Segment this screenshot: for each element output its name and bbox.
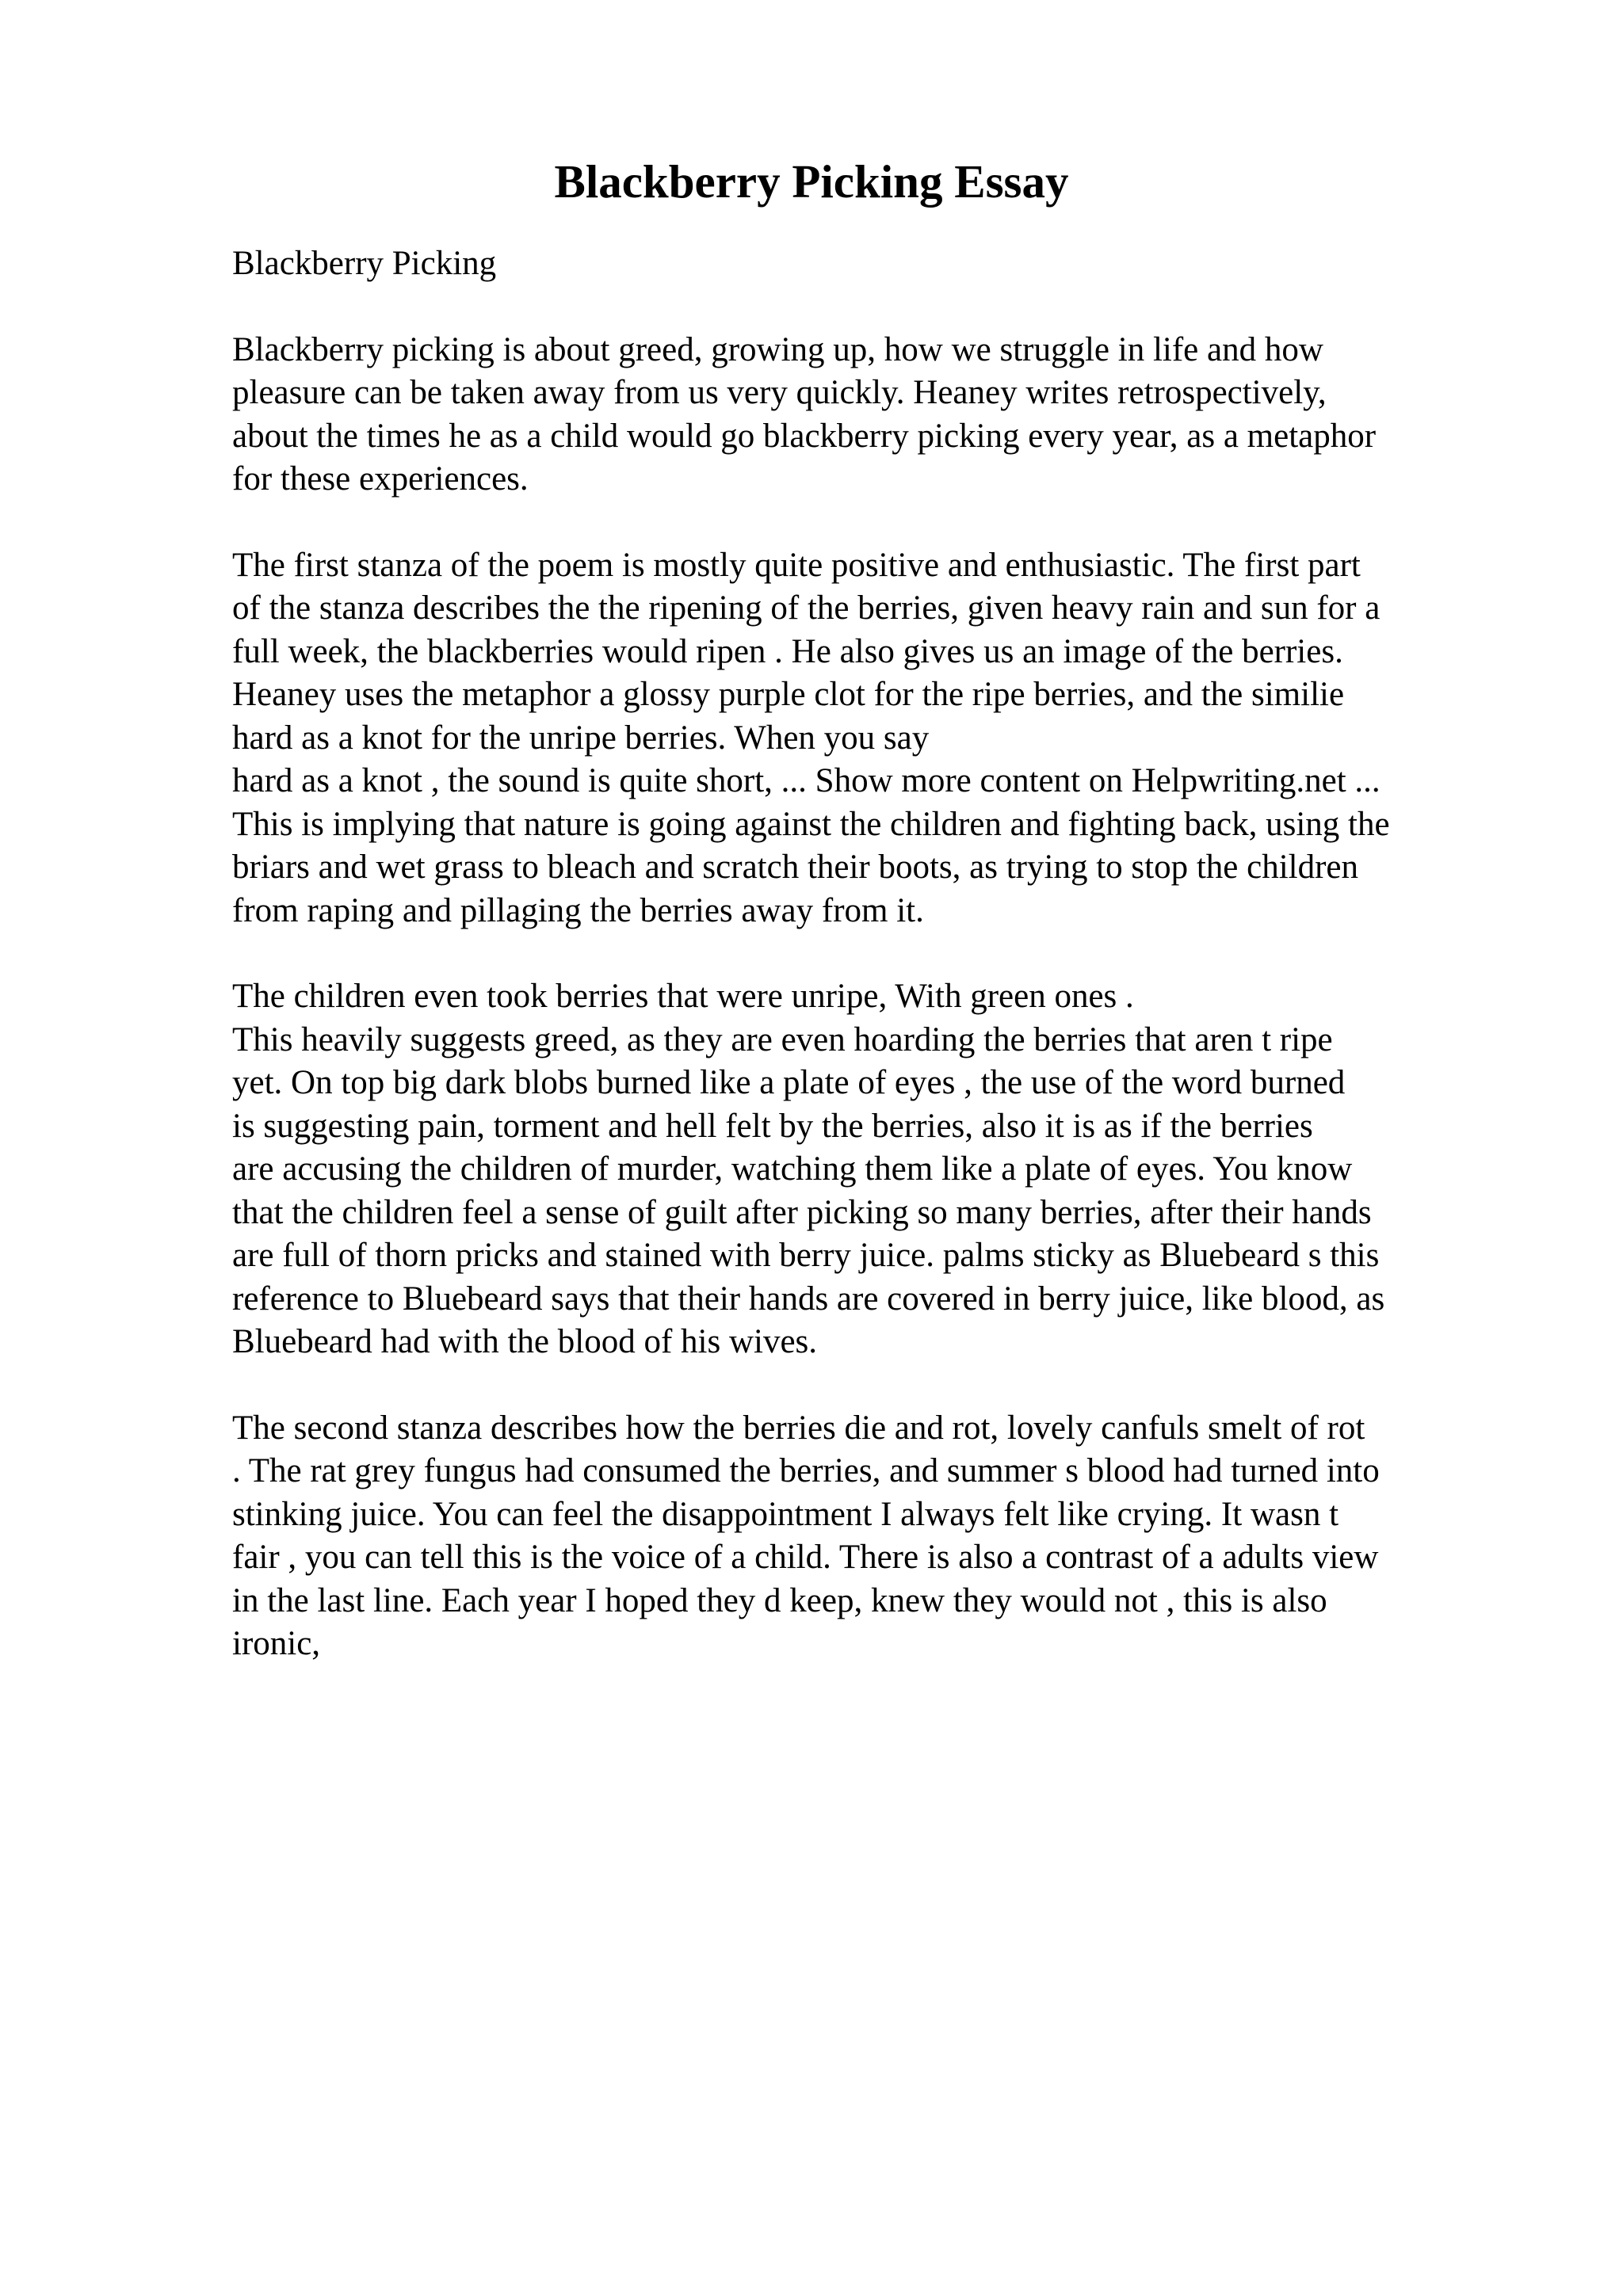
- document-body: [232, 242, 1516, 1709]
- paragraph-line: stinking juice. You can feel the disappointment I always felt like crying. It wasn t: [232, 1495, 1339, 1533]
- document-title: Blackberry Picking Essay: [554, 155, 1069, 208]
- paragraph-line: for these experiences.: [232, 460, 529, 498]
- paragraph-3: [232, 975, 1516, 1364]
- paragraph-line: are accusing the children of murder, watching them like a plate of eyes. You know: [232, 1150, 1353, 1188]
- paragraph-line: yet. On top big dark blobs burned like a plate of eyes , the use of the word burned: [232, 1064, 1346, 1101]
- paragraph-line: reference to Bluebeard says that their hands are covered in berry juice, like blood, as: [232, 1280, 1385, 1318]
- paragraph-line: hard as a knot for the unripe berries. When you say: [232, 719, 930, 757]
- document-subtitle: Blackberry Picking: [232, 245, 497, 282]
- paragraph-4: [232, 1407, 1516, 1666]
- paragraph-line: about the times he as a child would go blackberry picking every year, as a metaphor: [232, 417, 1377, 455]
- paragraph-line: are full of thorn pricks and stained with berry juice. palms sticky as Bluebeard s this: [232, 1237, 1380, 1274]
- paragraph-line: pleasure can be taken away from us very quickly. Heaney writes retrospectively,: [232, 374, 1327, 411]
- paragraph-line: briars and wet grass to bleach and scratch their boots, as trying to stop the children: [232, 849, 1358, 886]
- paragraph-line: This is implying that nature is going against the children and fighting back, using the: [232, 805, 1390, 843]
- paragraph-line: that the children feel a sense of guilt after picking so many berries, after their hands: [232, 1193, 1372, 1231]
- paragraph-line: from raping and pillaging the berries away from it.: [232, 891, 924, 929]
- paragraph-line: hard as a knot , the sound is quite short, ... Show more content on Helpwriting.net ...: [232, 762, 1381, 799]
- paragraph-line: of the stanza describes the the ripening of the berries, given heavy rain and sun for a: [232, 589, 1381, 627]
- paragraph-line: full week, the blackberries would ripen . He also gives us an image of the berries.: [232, 632, 1343, 670]
- paragraph-line: fair , you can tell this is the voice of a child. There is also a contrast of a adults view: [232, 1539, 1379, 1576]
- paragraph-line: The second stanza describes how the berries die and rot, lovely canfuls smelt of rot: [232, 1409, 1365, 1447]
- paragraph-line: Blackberry picking is about greed, growing up, how we struggle in life and how: [232, 330, 1323, 368]
- paragraph-line: . The rat grey fungus had consumed the berries, and summer s blood had turned into: [232, 1452, 1380, 1489]
- paragraph-line: The children even took berries that were unripe, With green ones .: [232, 978, 1134, 1015]
- paragraph-line: Heaney uses the metaphor a glossy purple clot for the ripe berries, and the similie: [232, 676, 1345, 713]
- paragraph-2: [232, 544, 1516, 933]
- paragraph-line: This heavily suggests greed, as they are even hoarding the berries that aren t ripe: [232, 1020, 1333, 1058]
- paragraph-line: is suggesting pain, torment and hell felt by the berries, also it is as if the berries: [232, 1107, 1313, 1145]
- paragraph-line: Bluebeard had with the blood of his wives.: [232, 1323, 818, 1360]
- paragraph-line: ironic,: [232, 1625, 321, 1662]
- paragraph-line: The first stanza of the poem is mostly quite positive and enthusiastic. The first part: [232, 546, 1361, 584]
- paragraph-line: in the last line. Each year I hoped they d keep, knew they would not , this is also: [232, 1581, 1327, 1619]
- paragraph-1: [232, 329, 1516, 502]
